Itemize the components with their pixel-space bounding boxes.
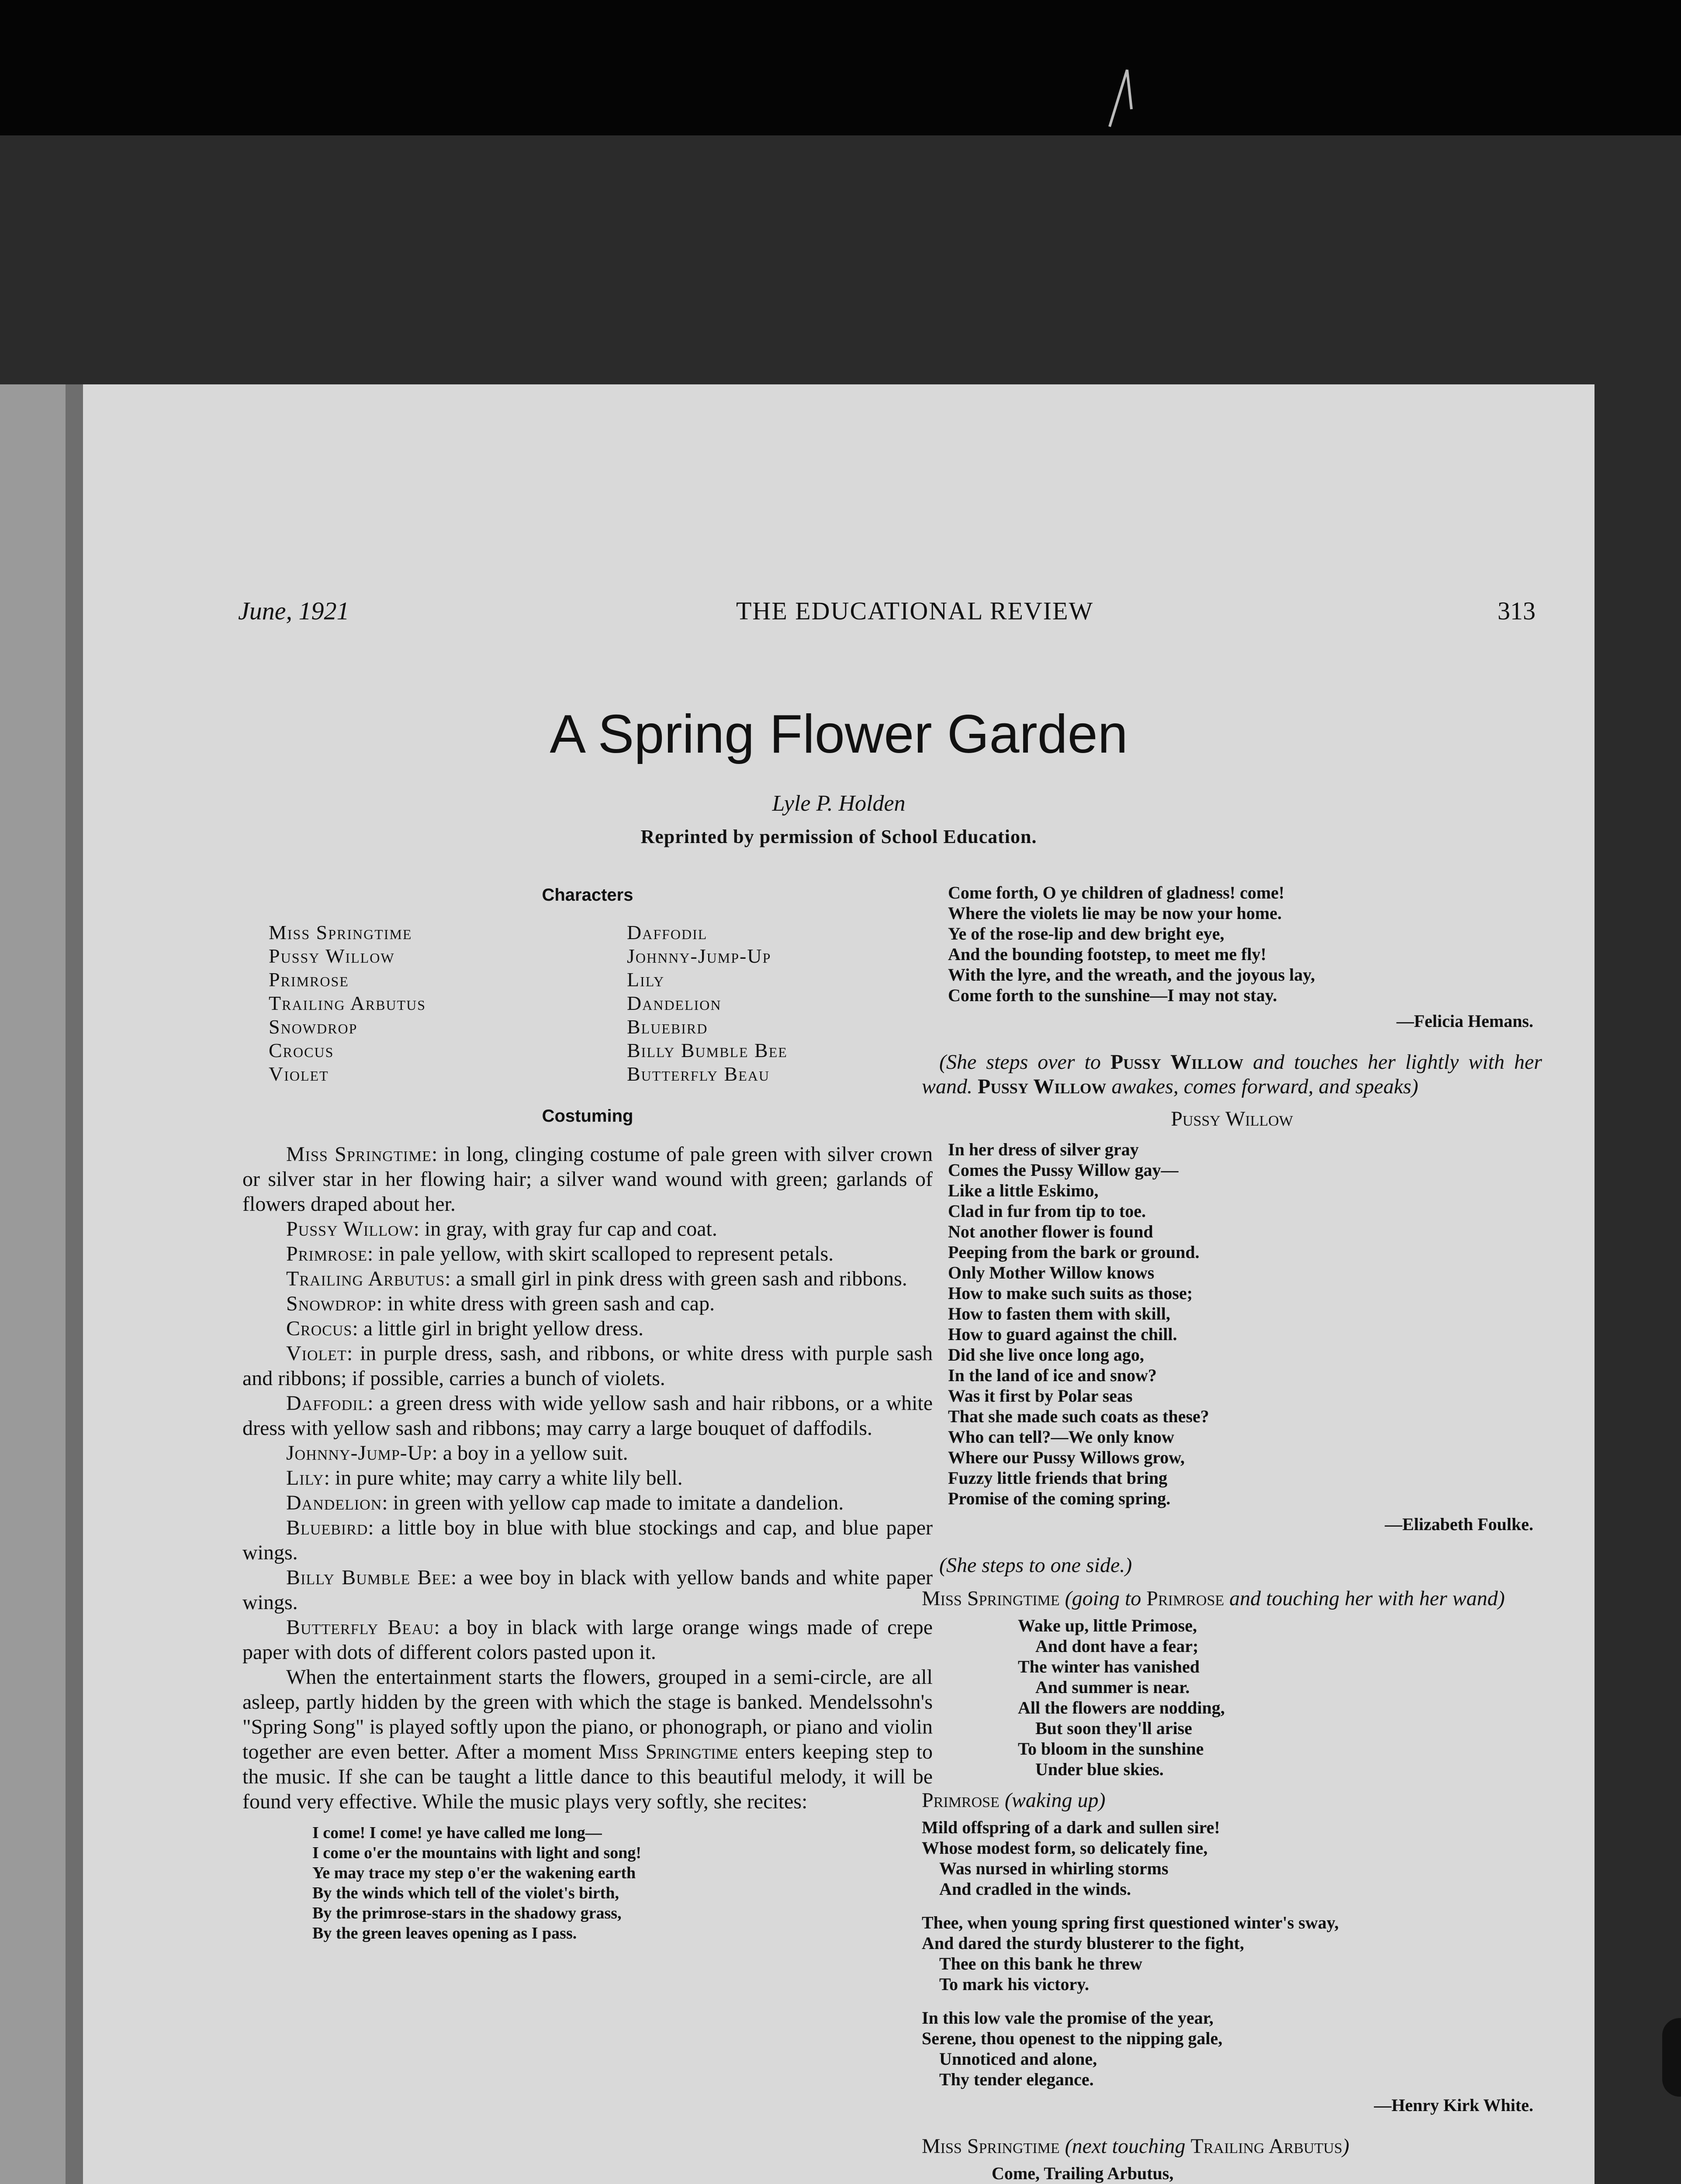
poem-springtime [312,1823,933,1943]
issue-date: June, 1921 [238,597,349,625]
stanza-break [922,1899,1542,1912]
role-name: Daffodil [286,1392,368,1415]
poem-line: Ye may trace my step o'er the wakening earth [312,1864,636,1882]
poem-line: Only Mother Willow knows [948,1263,1155,1282]
costume-entry [242,1142,933,1216]
costume-entry [242,1391,933,1441]
poem-line: In this low vale the promise of the year, [922,2008,1214,2028]
article-title: A Spring Flower Garden [550,704,1128,764]
poem-attribution: —Henry Kirk White. [1374,2095,1533,2115]
costume-entry [242,1565,933,1615]
poem-line: How to fasten them with skill, [948,1304,1170,1324]
character-name: Dandelion [627,992,722,1014]
poem-line: Like a little Eskimo, [948,1181,1099,1200]
character-name: Billy Bumble Bee [627,1039,788,1061]
binder-clip [1662,2018,1681,2097]
intro-paragraph [242,1665,933,1814]
stage-direction [922,1050,1542,1099]
costume-text: : a little girl in bright yellow dress. [352,1317,643,1340]
poem-line: That she made such coats as these? [948,1406,1209,1426]
poem-line: Was it first by Polar seas [948,1386,1133,1406]
poem-line: Where the violets lie may be now your home. [948,903,1282,923]
role-name: Bluebird [286,1516,368,1539]
stage-text: (waking up) [999,1789,1106,1812]
stage-text: (She steps over to [939,1051,1110,1074]
pencil-mark [1101,66,1153,131]
character-name: Trailing Arbutus [269,992,426,1014]
costume-text: : a wee boy in black with yellow bands and white paper wings. [242,1566,933,1614]
poem-line: Thee, when young spring first questioned winter's sway, [922,1913,1339,1932]
role-name: Miss Springtime [286,1143,432,1166]
costume-entry [242,1615,933,1665]
stage-text: and touching her with her wand) [1224,1587,1505,1610]
poem-line: How to make such suits as those; [948,1283,1193,1303]
poem-line: Did she live once long ago, [948,1345,1144,1365]
role-name: Billy Bumble Bee [286,1566,451,1589]
poem-line: By the winds which tell of the violet's birth, [312,1884,619,1902]
role-name: Miss Springtime [598,1740,738,1763]
role-name: Primrose [1146,1587,1224,1610]
poem-line: By the primrose-stars in the shadowy grass, [312,1904,622,1922]
costume-text: : in pure white; may carry a white lily bell. [324,1466,683,1489]
costume-text: : in purple dress, sash, and ribbons, or white dress with purple sash and ribbons; if possible, carries a bunch of violets. [242,1342,933,1390]
poem-line: Mild offspring of a dark and sullen sire! [922,1818,1220,1837]
poem-line: Thy tender elegance. [939,2070,1094,2089]
poem-line: Comes the Pussy Willow gay— [948,1160,1179,1180]
role-name: Miss Springtime [922,2135,1060,2158]
document-page [83,384,1595,2184]
poem-line: Whose modest form, so delicately fine, [922,1838,1208,1858]
character-name: Violet [269,1063,329,1085]
stage-text: (going to [1059,1587,1147,1610]
role-name: Trailing Arbutus [1190,2135,1342,2158]
character-name: Lily [627,968,665,991]
poem-line: Ye of the rose-lip and dew bright eye, [948,924,1224,943]
poem-line: The winter has vanished [1018,1657,1200,1676]
character-name: Johnny-Jump-Up [627,945,771,967]
costume-entry [242,1316,933,1341]
costuming-heading: Costuming [542,1106,633,1126]
costume-text: : in long, clinging costume of pale green with silver crown or silver star in her flowing hair; a silver wand wound with green; garlands of flowers draped about her. [242,1143,933,1216]
role-name: Trailing Arbutus [286,1267,445,1290]
costume-entry [242,1490,933,1515]
costume-text: : a little boy in blue with blue stockings and cap, and blue paper wings. [242,1516,933,1564]
poem-pussy-willow [922,1139,1542,1509]
stage-text: awakes, comes forward, and speaks) [1106,1075,1418,1098]
poem-line: Promise of the coming spring. [948,1489,1171,1508]
costume-text: : a green dress with wide yellow sash and hair ribbons, or a white dress with yellow sash and ribbons; may carry a large bouquet of daffodils. [242,1392,933,1440]
speaker-heading: Pussy Willow [1171,1107,1293,1130]
poem-line: Under blue skies. [1035,1759,1164,1779]
character-list [242,921,933,1086]
poem-line: And dont have a fear; [1035,1636,1199,1656]
stanza-break [922,1994,1542,2008]
role-name: Primrose [922,1789,1000,1812]
costume-text: : in gray, with gray fur cap and coat. [413,1217,717,1241]
costume-entry [242,1241,933,1266]
poem-wake-primrose [922,1615,1542,1780]
poem-trailing-arbutus [922,2163,1542,2184]
costume-text: : a boy in a yellow suit. [432,1441,628,1465]
role-name: Miss Springtime [922,1587,1060,1610]
journal-title: THE EDUCATIONAL REVIEW [736,597,1094,625]
role-name: Butterfly Beau [286,1616,434,1639]
character-name: Daffodil [627,921,708,943]
costume-entry [242,1216,933,1241]
intro-text: enters keeping step to the music. If she can be taught a little dance to this beautiful melody, it will be found very effective. While the music plays very softly, she recites: [242,1740,933,1813]
left-column [242,882,933,1943]
stage-text: (next touching [1059,2135,1191,2158]
character-list-left [269,921,540,1086]
costume-text: : in pale yellow, with skirt scalloped to represent petals. [367,1242,834,1265]
role-name: Violet [286,1342,347,1365]
poem-line: Thee on this bank he threw [939,1954,1142,1973]
poem-line: With the lyre, and the wreath, and the joyous lay, [948,965,1315,985]
role-name: Johnny-Jump-Up [286,1441,432,1465]
costume-entry [242,1441,933,1465]
character-name: Primrose [269,968,349,991]
costume-entry [242,1465,933,1490]
poem-line: Come forth, O ye children of gladness! come! [948,883,1285,902]
poem-line: How to guard against the chill. [948,1324,1177,1344]
costume-entry [242,1266,933,1291]
stage-text: and touches her lightly with her wand. [922,1051,1542,1098]
costume-entry [242,1291,933,1316]
poem-springtime-continued [922,882,1542,1006]
costume-text: : a small girl in pink dress with green sash and ribbons. [445,1267,907,1290]
poem-line: By the green leaves opening as I pass. [312,1924,577,1942]
poem-line: All the flowers are nodding, [1018,1698,1225,1717]
role-name: Lily [286,1466,324,1489]
poem-line: Clad in fur from tip to toe. [948,1201,1146,1221]
poem-line: And the bounding footstep, to meet me fly! [948,944,1266,964]
role-name: Pussy Willow [978,1075,1107,1098]
poem-line: But soon they'll arise [1035,1718,1192,1738]
stage-direction: (She steps to one side.) [939,1554,1132,1577]
poem-attribution: —Felicia Hemans. [1396,1011,1533,1031]
character-name: Crocus [269,1039,334,1061]
costume-text: : a boy in black with large orange wings made of crepe paper with dots of different colors pasted upon it. [242,1616,933,1664]
reprint-note: Reprinted by permission of School Education. [640,826,1037,847]
costume-text: : in green with yellow cap made to imitate a dandelion. [382,1491,844,1514]
poem-line: Not another flower is found [948,1222,1153,1241]
poem-line: To bloom in the sunshine [1018,1739,1204,1759]
character-name: Snowdrop [269,1016,358,1038]
costume-entry [242,1515,933,1565]
speaker-cue [922,1788,1542,1813]
role-name: Pussy Willow [1110,1051,1244,1074]
poem-line: I come o'er the mountains with light and song! [312,1844,642,1862]
poem-line: Wake up, little Primose, [1018,1616,1197,1635]
poem-line: I come! I come! ye have called me long— [312,1824,602,1842]
poem-line: And cradled in the winds. [939,1879,1131,1899]
poem-line: Was nursed in whirling storms [939,1859,1169,1878]
character-name: Bluebird [627,1016,708,1038]
poem-line: Peeping from the bark or ground. [948,1242,1200,1262]
poem-line: Serene, thou openest to the nipping gale, [922,2028,1223,2048]
speaker-cue [922,2134,1542,2159]
poem-line: And dared the sturdy blusterer to the fight, [922,1933,1244,1953]
role-name: Snowdrop [286,1292,377,1315]
poem-line: Come forth to the sunshine—I may not stay. [948,985,1277,1005]
poem-line: Unnoticed and alone, [939,2049,1097,2069]
right-column [922,882,1542,2184]
costume-text: : in white dress with green sash and cap. [376,1292,715,1315]
poem-line: In the land of ice and snow? [948,1365,1157,1385]
costume-list [242,1142,933,1665]
article-author: Lyle P. Holden [772,791,906,816]
poem-line: Who can tell?—We only know [948,1427,1174,1447]
poem-line: And summer is near. [1035,1677,1190,1697]
page-gutter-shadow [66,384,85,2184]
speaker-cue [922,1586,1542,1611]
poem-line: Fuzzy little friends that bring [948,1468,1168,1488]
page-number: 313 [1498,597,1536,625]
stage-text: ) [1342,2135,1349,2158]
role-name: Primrose [286,1242,367,1265]
poem-line: In her dress of silver gray [948,1140,1139,1159]
poem-attribution: —Elizabeth Foulke. [1384,1514,1533,1534]
poem-line: Come, Trailing Arbutus, [992,2163,1174,2183]
running-header [238,596,1536,631]
characters-heading: Characters [542,885,633,905]
character-name: Miss Springtime [269,921,412,943]
costume-entry [242,1341,933,1391]
role-name: Pussy Willow [286,1217,414,1241]
poem-primrose [922,1817,1542,2090]
character-name: Pussy Willow [269,945,395,967]
character-name: Butterfly Beau [627,1063,770,1085]
character-list-right [627,921,898,1086]
poem-line: To mark his victory. [939,1974,1089,1994]
poem-line: Where our Pussy Willows grow, [948,1448,1185,1467]
role-name: Dandelion [286,1491,382,1514]
role-name: Crocus [286,1317,353,1340]
intro-text: When the entertainment starts the flowers, grouped in a semi-circle, are all asleep, partly hidden by the green with which the stage is banked. Mendelssohn's "Spring Song" is played softly upon the piano, or phonograph, or piano and violin together are even better. After a moment [242,1666,933,1763]
